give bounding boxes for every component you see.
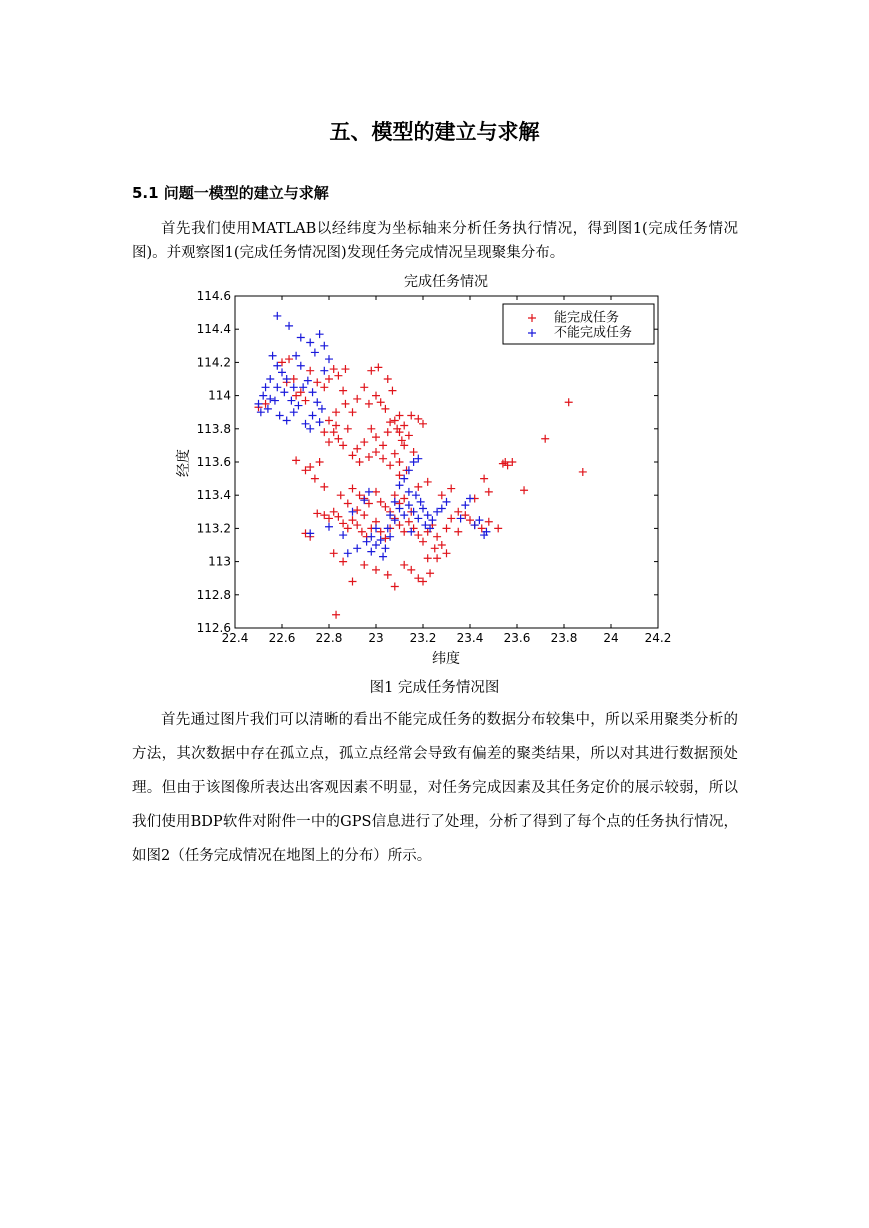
y-tick-label: 112.8 <box>196 587 231 602</box>
plot-frame <box>235 296 658 628</box>
figure-caption: 图1 完成任务情况图 <box>369 680 500 696</box>
x-tick-label: 23.8 <box>550 631 578 645</box>
y-tick-label: 113.4 <box>196 488 231 503</box>
chart-legend <box>503 304 654 344</box>
y-tick-label: 113 <box>208 554 231 569</box>
legend-label-completed: 能完成任务 <box>554 310 620 326</box>
x-tick-label: 23.2 <box>409 631 437 645</box>
x-tick-label: 22.8 <box>315 631 343 645</box>
y-axis-label: 经度 <box>176 449 192 477</box>
analysis-paragraph: 首先通过图片我们可以清晰的看出不能完成任务的数据分布较集中，所以采用聚类分析的方法，其次数据中存在孤立点，孤立点经常会导致有偏差的聚类结果，所以对其进行数据预处理。但由于该图像所表达出客观因素不明显，对任务完成因素及其任务定价的展示较弱，所以我们使用BDP软件对附件一中的GPS信息进行了处理，分析了得到了每个点的任务执行情况，如图2（任务完成情况在地图上的分布）所示。 <box>132 712 738 864</box>
x-tick-label: 23.4 <box>456 631 484 645</box>
chart-title: 完成任务情况 <box>404 274 488 290</box>
y-tick-label: 112.6 <box>196 621 231 635</box>
x-axis-label: 纬度 <box>432 651 460 667</box>
scatter-chart <box>170 268 680 673</box>
y-tick-label: 114.4 <box>196 322 231 337</box>
x-tick-label: 23 <box>368 631 384 645</box>
y-tick-label: 113.6 <box>196 455 231 469</box>
x-tick-label: 24 <box>603 631 619 645</box>
x-tick-label: 23.6 <box>503 631 531 645</box>
y-tick-label: 114.6 <box>196 289 231 303</box>
x-tick-label: 22.4 <box>221 631 249 645</box>
y-tick-label: 114 <box>208 388 231 403</box>
x-tick-label: 24.2 <box>644 631 672 645</box>
subsection-title: 5.1 问题一模型的建立与求解 <box>132 184 329 202</box>
section-title: 五、模型的建立与求解 <box>329 120 540 144</box>
y-tick-label: 114.2 <box>196 355 231 370</box>
y-tick-label: 113.8 <box>196 421 231 436</box>
legend-label-failed: 不能完成任务 <box>554 325 633 341</box>
x-tick-label: 22.6 <box>268 631 296 645</box>
intro-paragraph: 首先我们使用MATLAB以经纬度为坐标轴来分析任务执行情况，得到图1(完成任务情况图)。并观察图1(完成任务情况图)发现任务完成情况呈现聚集分布。 <box>132 221 738 261</box>
y-tick-label: 113.2 <box>196 521 231 536</box>
